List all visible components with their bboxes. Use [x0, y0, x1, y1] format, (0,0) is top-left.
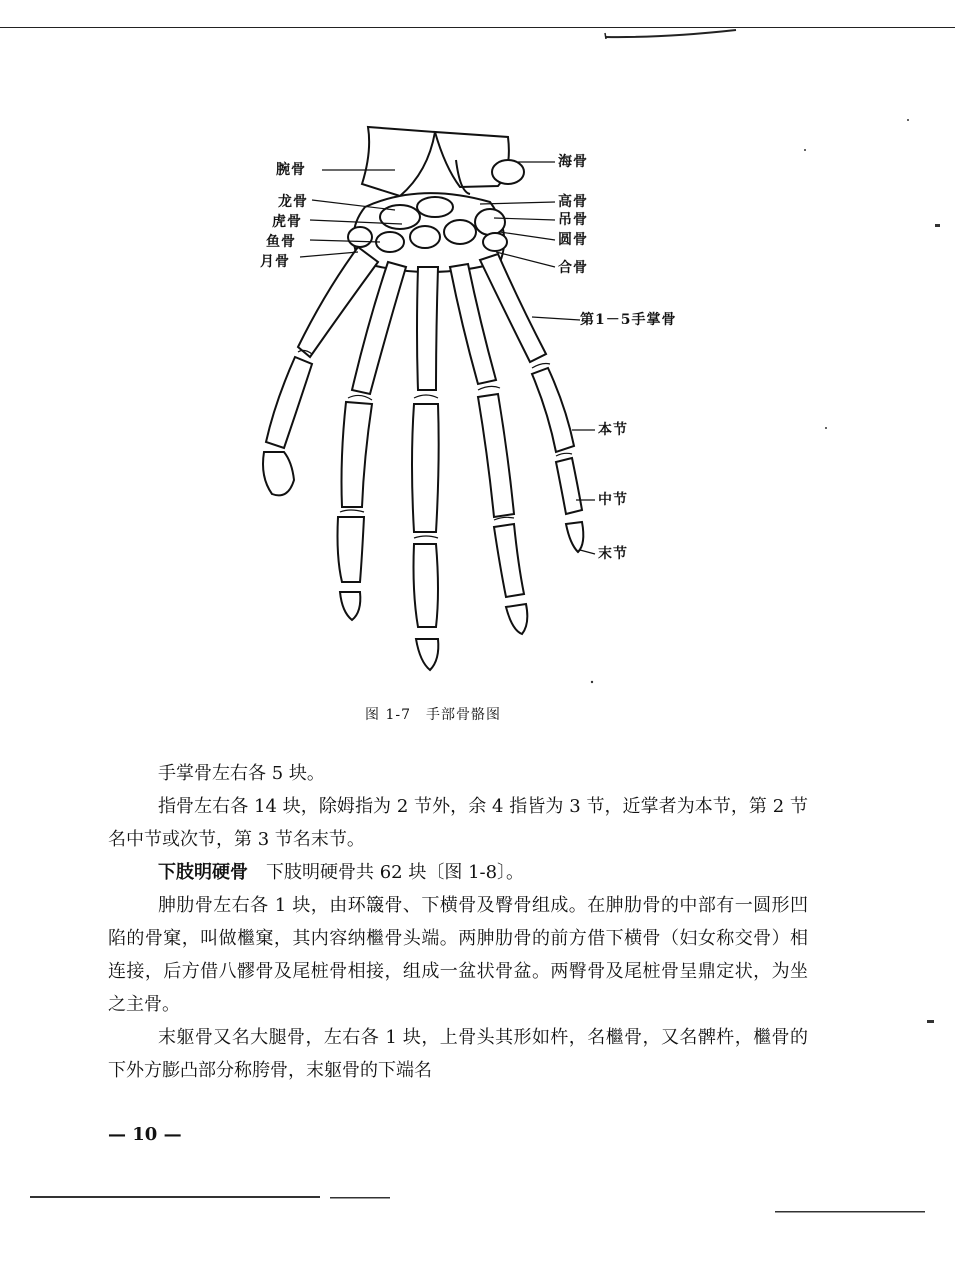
hand-skeleton-figure	[250, 112, 710, 692]
label-hugu: 虎骨	[272, 214, 302, 230]
label-wangu: 腕骨	[276, 162, 306, 178]
label-zhongjie: 中节	[598, 492, 628, 508]
label-diaogu: 吊骨	[558, 212, 588, 228]
label-haigu: 海骨	[558, 154, 588, 170]
section-intro: 下肢明硬骨共 62 块〔图 1-8〕。	[266, 862, 525, 883]
paragraph-metacarpal: 手掌骨左右各 5 块。	[158, 763, 325, 784]
page-number: — 10 —	[108, 1124, 182, 1145]
label-hegu: 合骨	[558, 260, 588, 276]
label-yuangu: 圆骨	[558, 232, 588, 248]
label-yuegu: 月骨	[260, 254, 290, 270]
label-longgu: 龙骨	[278, 194, 308, 210]
section-term: 下肢明硬骨	[158, 862, 248, 883]
ink-stroke	[603, 29, 738, 39]
label-yugu: 鱼骨	[266, 234, 296, 250]
hand-skeleton-illustration	[250, 112, 710, 692]
label-mojie: 末节	[598, 546, 628, 562]
paragraph-femur: 末躯骨又名大腿骨，左右各 1 块，上骨头其形如杵，名檵骨，又名髀杵，檵骨的下外方膨凸部分称胯骨，末躯骨的下端名	[108, 1027, 808, 1081]
figure-caption: 图 1-7 手部骨骼图	[365, 707, 501, 723]
top-rule	[0, 27, 955, 28]
label-benjie: 本节	[598, 422, 628, 438]
body-text	[108, 757, 808, 1087]
paragraph-pelvis: 胂肋骨左右各 1 块，由环簚骨、下横骨及臀骨组成。在胂肋骨的中部有一圆形凹陷的骨窠，叫做檵窠，其内容纳檵骨头端。两胂肋骨的前方借下横骨（妇女称交骨）相连接，后方借八髎骨及尾桩骨相接，组成一盆状骨盆。两臀骨及尾桩骨呈鼎定状，为坐之主骨。	[108, 895, 808, 1015]
label-zhanggu: 第1－5手掌骨	[580, 312, 677, 328]
label-gaogu: 高骨	[558, 194, 588, 210]
paragraph-lower-limb	[108, 856, 808, 889]
paragraph-phalanges: 指骨左右各 14 块，除姆指为 2 节外，余 4 指皆为 3 节，近掌者为本节，第 2 节名中节或次节，第 3 节名末节。	[108, 796, 808, 850]
